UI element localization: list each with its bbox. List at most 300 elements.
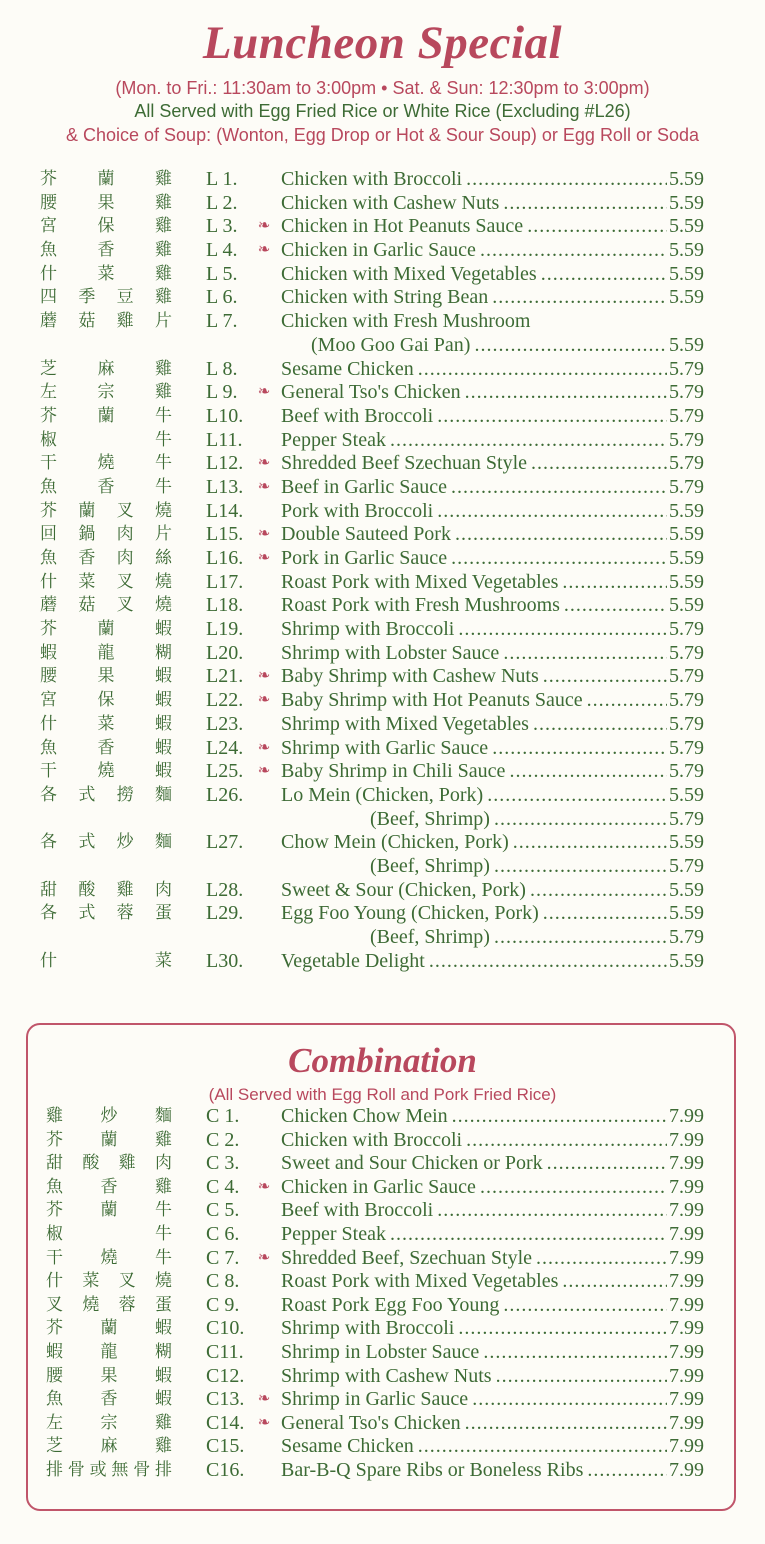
chinese-char: 魚 [40,737,57,758]
item-code: L 1. [206,168,238,190]
chinese-char: 麵 [154,784,172,805]
item-price: 7.99 [669,1340,704,1363]
chinese-char: 腰 [46,1365,63,1386]
item-name-text: Roast Pork with Mixed Vegetables [281,570,559,593]
dot-leader [418,358,667,382]
chinese-name [46,1270,172,1294]
chinese-name [40,642,172,666]
chinese-char: 椒 [40,429,57,450]
menu-item-row [0,784,765,808]
item-price: 7.99 [669,1435,704,1458]
item-name-text: (Beef, Shrimp) [370,926,490,948]
menu-item-row [0,547,765,571]
dot-leader [458,1317,667,1341]
chinese-char: 肉 [116,548,134,568]
chinese-char: 排 [154,1459,172,1480]
item-name-text: Shrimp in Garlic Sauce [281,1388,469,1411]
chinese-char: 糊 [155,642,172,663]
hot-spicy-icon: ❧ [257,526,271,543]
item-name [281,831,667,855]
chinese-char: 牛 [155,429,172,450]
item-code: L10. [206,404,244,427]
menu-item-row [0,381,765,405]
chinese-name [40,713,172,737]
chinese-char: 魚 [40,548,57,568]
chinese-char: 芥 [46,1129,63,1150]
item-name [281,239,667,263]
chinese-name [40,500,172,524]
item-name-text: General Tso's Chicken [281,1411,461,1434]
chinese-char: 燒 [82,1294,100,1315]
chinese-char: 燒 [100,1247,118,1268]
item-code: C16. [206,1458,245,1481]
hot-spicy-icon: ❧ [257,455,271,472]
hot-spicy-icon: ❧ [257,384,271,401]
item-name [281,902,667,926]
chinese-name [40,286,172,310]
chinese-char: 牛 [155,476,172,497]
dot-leader [533,713,667,737]
chinese-char: 雞 [46,1106,63,1126]
item-code: L19. [206,618,244,641]
chinese-name [46,1199,172,1223]
dot-leader [451,476,667,500]
dot-leader [543,902,667,926]
item-code: C14. [206,1411,245,1434]
chinese-char: 炒 [100,1106,118,1126]
item-price: 7.99 [669,1175,704,1198]
item-price: 7.99 [669,1128,704,1151]
item-price: 5.59 [669,286,704,309]
menu-item-row [0,334,765,358]
chinese-name [46,1223,172,1247]
chinese-char: 蝦 [46,1341,63,1362]
dot-leader [418,1435,667,1459]
chinese-char: 雞 [116,879,134,900]
chinese-char: 撈 [116,784,134,805]
chinese-char: 芝 [40,358,57,379]
item-price: 5.79 [669,712,704,735]
item-name [281,1388,667,1412]
item-price: 7.99 [669,1364,704,1387]
chinese-char: 雞 [155,240,172,261]
chinese-name [40,831,172,855]
item-name [281,713,667,737]
item-price: 5.59 [669,239,704,262]
chinese-char: 骨 [133,1459,151,1480]
chinese-name [40,689,172,713]
item-price: 5.79 [669,475,704,498]
chinese-name [40,192,172,216]
chinese-char: 四 [40,287,57,308]
item-code: L11. [206,428,243,451]
chinese-char: 什 [40,713,57,734]
item-price: 5.59 [669,499,704,522]
dot-leader [480,1176,667,1200]
menu-item-row [0,263,765,287]
menu-item-row [0,452,765,476]
chinese-char: 酸 [82,1153,100,1174]
menu-item-row [0,1412,765,1436]
dot-leader [564,594,667,618]
chinese-name [40,476,172,500]
menu-item-row [0,642,765,666]
item-name-text: Shredded Beef, Szechuan Style [281,1246,533,1269]
chinese-char: 蛋 [154,1294,172,1315]
item-name-text: Chicken in Hot Peanuts Sauce [281,215,524,238]
chinese-char: 什 [40,571,57,592]
dot-leader [527,215,667,239]
dot-leader [466,168,667,192]
menu-item-row [0,1459,765,1483]
chinese-char: 鍋 [78,524,96,545]
chinese-char: 果 [97,666,115,687]
chinese-char: 蘭 [97,169,115,189]
item-price: 5.79 [669,854,704,877]
chinese-char: 甜 [46,1153,63,1174]
item-name-text: Chicken with Fresh Mushroom [281,310,531,333]
item-name [281,286,667,310]
chinese-char: 炒 [116,832,134,853]
chinese-char: 豆 [116,287,134,308]
item-name [281,1365,667,1389]
dot-leader [487,784,667,808]
menu-item-row [0,523,765,547]
item-code: L22. [206,689,244,712]
chinese-char: 椒 [46,1223,63,1244]
chinese-char: 魚 [46,1176,63,1197]
chinese-name [40,547,172,571]
item-name-text: Shrimp with Broccoli [281,618,455,641]
chinese-char: 果 [97,192,115,213]
chinese-char: 燒 [154,500,172,521]
item-name-text: Roast Pork with Fresh Mushrooms [281,594,560,617]
chinese-char: 雞 [155,169,172,189]
dot-leader [562,571,667,595]
menu-item-row [0,429,765,453]
item-name-text: Baby Shrimp in Chili Sauce [281,760,506,783]
item-name [281,381,667,405]
chinese-name [40,571,172,595]
chinese-char: 牛 [155,453,172,474]
item-name [281,168,667,192]
item-name-text: Beef with Broccoli [281,1199,434,1222]
chinese-char: 雞 [155,216,172,237]
item-code: C 4. [206,1175,240,1198]
dot-leader [503,1294,667,1318]
item-name [281,1270,667,1294]
item-name-text: Chicken with Broccoli [281,1128,463,1151]
item-name [370,808,667,832]
chinese-char: 各 [40,784,57,805]
chinese-char: 蓉 [116,903,134,924]
item-name [281,1176,667,1200]
item-name-text: Sesame Chicken [281,357,414,380]
chinese-char: 芥 [46,1318,63,1339]
item-code: C 8. [206,1270,240,1293]
item-name [281,784,667,808]
menu-item-row [0,665,765,689]
chinese-char: 蝦 [155,1365,172,1386]
item-price: 7.99 [669,1458,704,1481]
chinese-char: 芥 [40,169,57,189]
dot-leader [536,1247,667,1271]
chinese-char: 干 [40,761,57,782]
item-price: 5.79 [669,736,704,759]
chinese-char: 雞 [154,287,172,308]
dot-leader [496,1365,667,1389]
item-code: L27. [206,831,244,854]
item-name [281,1105,667,1129]
chinese-char: 蝦 [155,1389,172,1410]
item-name [370,926,667,950]
menu-item-row [0,571,765,595]
chinese-char: 片 [154,311,172,332]
item-name [281,642,667,666]
item-price: 5.79 [669,357,704,380]
chinese-char: 蝦 [155,713,172,734]
chinese-char: 什 [40,950,57,971]
menu-item-row [0,168,765,192]
item-name [281,665,667,689]
chinese-char: 蘑 [40,595,57,616]
dot-leader [480,239,667,263]
item-name [281,523,667,547]
dot-leader [503,192,667,216]
item-name-text: Shrimp with Lobster Sauce [281,641,500,664]
menu-item-row [0,192,765,216]
dot-leader [547,1152,667,1176]
menu-item-row [0,1247,765,1271]
item-code: L28. [206,878,244,901]
item-price: 5.59 [669,878,704,901]
chinese-char: 宗 [97,382,115,403]
chinese-char: 肉 [154,879,172,900]
item-name-text: Roast Pork with Mixed Vegetables [281,1270,559,1293]
menu-item-row [0,1105,765,1129]
menu-item-row [0,1223,765,1247]
item-name [281,1129,667,1153]
chinese-char: 雞 [155,358,172,379]
dot-leader [465,1412,667,1436]
menu-item-row [0,1317,765,1341]
chinese-char: 香 [97,476,115,497]
chinese-char: 龍 [100,1341,118,1362]
chinese-char: 蝦 [155,761,172,782]
menu-item-row [0,1152,765,1176]
item-code: L17. [206,570,244,593]
chinese-char: 左 [46,1412,63,1433]
item-code: L23. [206,712,244,735]
chinese-char: 香 [100,1389,118,1410]
hours-text: (Mon. to Fri.: 11:30am to 3:00pm • Sat. & Sun: 12:30pm to 3:00pm) [115,78,650,98]
menu-item-row [0,1176,765,1200]
item-name-text: Shredded Beef Szechuan Style [281,452,528,475]
item-price: 7.99 [669,1152,704,1175]
chinese-name [40,594,172,618]
chinese-name [40,263,172,287]
item-name-text: Pepper Steak [281,1222,386,1245]
chinese-name [40,310,172,334]
chinese-char: 宮 [40,216,57,237]
item-price: 7.99 [669,1293,704,1316]
chinese-char: 雞 [155,1176,172,1197]
chinese-name [40,879,172,903]
chinese-char: 回 [40,524,57,545]
dot-leader [437,500,667,524]
dot-leader [465,381,667,405]
menu-item-row [0,831,765,855]
item-code: L 3. [206,215,238,238]
chinese-char: 干 [46,1247,63,1268]
dot-leader [390,429,667,453]
chinese-name [40,523,172,547]
item-code: L30. [206,949,244,972]
item-name [281,594,667,618]
chinese-char: 菜 [155,950,172,971]
combination-menu-list [0,1105,765,1483]
chinese-char: 燒 [154,571,172,592]
item-price: 5.79 [669,689,704,712]
item-price: 7.99 [669,1222,704,1245]
chinese-char: 菜 [97,263,115,284]
item-price: 5.79 [669,404,704,427]
chinese-char: 菇 [78,311,96,332]
item-name [281,571,667,595]
chinese-char: 麵 [154,832,172,853]
chinese-char: 燒 [154,595,172,616]
chinese-char: 叉 [118,1271,136,1292]
chinese-char: 香 [100,1176,118,1197]
dot-leader [494,855,667,879]
item-name-text: Shrimp in Lobster Sauce [281,1340,480,1363]
menu-item-row [0,1341,765,1365]
item-code: L 8. [206,357,238,380]
served-with-text: All Served with Egg Fried Rice or White Rice (Excluding #L26) [134,101,631,121]
chinese-char: 燒 [154,1271,172,1292]
item-price: 5.79 [669,807,704,830]
chinese-char: 肉 [116,524,134,545]
item-name-text: Chicken with String Bean [281,286,489,309]
item-name [281,1317,667,1341]
item-price: 7.99 [669,1411,704,1434]
menu-item-row [0,1270,765,1294]
menu-item-row [0,950,765,974]
chinese-char: 式 [78,832,96,853]
menu-item-row [0,760,765,784]
menu-item-row [0,618,765,642]
dot-leader [530,879,667,903]
item-name [281,1412,667,1436]
page-title: Luncheon Special [202,17,563,69]
item-name-text: Shrimp with Cashew Nuts [281,1364,492,1387]
dot-leader [452,1105,667,1129]
chinese-char: 蝦 [40,642,57,663]
item-price: 5.59 [669,594,704,617]
item-name [281,1435,667,1459]
chinese-name [40,452,172,476]
chinese-char: 蘭 [97,405,115,426]
item-name-text: Sweet & Sour (Chicken, Pork) [281,878,526,901]
chinese-name [46,1317,172,1341]
chinese-char: 干 [40,453,57,474]
dot-leader [451,547,667,571]
chinese-char: 保 [97,690,115,711]
chinese-name [46,1129,172,1153]
dot-leader [587,1459,667,1483]
chinese-char: 芥 [46,1200,63,1221]
chinese-char: 雞 [155,1412,172,1433]
chinese-name [40,405,172,429]
chinese-name [46,1365,172,1389]
menu-item-row [0,1435,765,1459]
item-name [281,1459,667,1483]
item-name [281,476,667,500]
hot-spicy-icon: ❧ [257,1414,271,1431]
chinese-name [46,1341,172,1365]
item-name-text: Pork with Broccoli [281,499,434,522]
dot-leader [474,334,667,358]
item-code: L18. [206,594,244,617]
item-name-text: (Beef, Shrimp) [370,807,490,830]
item-name [281,310,667,334]
chinese-char: 叉 [116,571,134,592]
chinese-char: 腰 [40,666,57,687]
item-name-text: Beef in Garlic Sauce [281,475,448,498]
item-name-text: (Beef, Shrimp) [370,854,490,877]
menu-item-row [0,713,765,737]
item-name-text: Egg Foo Young (Chicken, Pork) [281,902,539,925]
chinese-char: 雞 [116,311,134,332]
menu-item-row [0,286,765,310]
item-code: L 4. [206,239,238,262]
dot-leader [458,618,667,642]
chinese-char: 絲 [154,548,172,568]
chinese-char: 芥 [40,500,57,521]
item-code: L 5. [206,262,238,285]
item-name [281,405,667,429]
item-price: 7.99 [669,1388,704,1411]
item-name-text: General Tso's Chicken [281,381,461,404]
chinese-name [40,784,172,808]
chinese-char: 蝦 [155,619,172,640]
item-name-text: Baby Shrimp with Hot Peanuts Sauce [281,689,583,712]
chinese-name [46,1105,172,1129]
chinese-char: 魚 [40,240,57,261]
chinese-char: 骨 [67,1459,85,1480]
dot-leader [494,926,667,950]
dot-leader [492,737,667,761]
dot-leader [429,950,667,974]
item-name-text: Baby Shrimp with Cashew Nuts [281,665,539,688]
choice-text: & Choice of Soup: (Wonton, Egg Drop or Hot & Sour Soup) or Egg Roll or Soda [65,125,699,145]
item-name-text: Sweet and Sour Chicken or Pork [281,1152,543,1175]
item-price: 5.59 [669,168,704,190]
item-name [281,760,667,784]
hot-spicy-icon: ❧ [257,1391,271,1408]
chinese-name [46,1459,172,1483]
item-name-text: Pepper Steak [281,428,386,451]
item-name [281,1152,667,1176]
item-code: L29. [206,902,244,925]
dot-leader [509,760,667,784]
chinese-char: 菜 [82,1271,100,1292]
item-code: C12. [206,1364,245,1387]
chinese-name [46,1435,172,1459]
menu-item-row [0,737,765,761]
hot-spicy-icon: ❧ [257,692,271,709]
item-price: 5.59 [669,902,704,925]
